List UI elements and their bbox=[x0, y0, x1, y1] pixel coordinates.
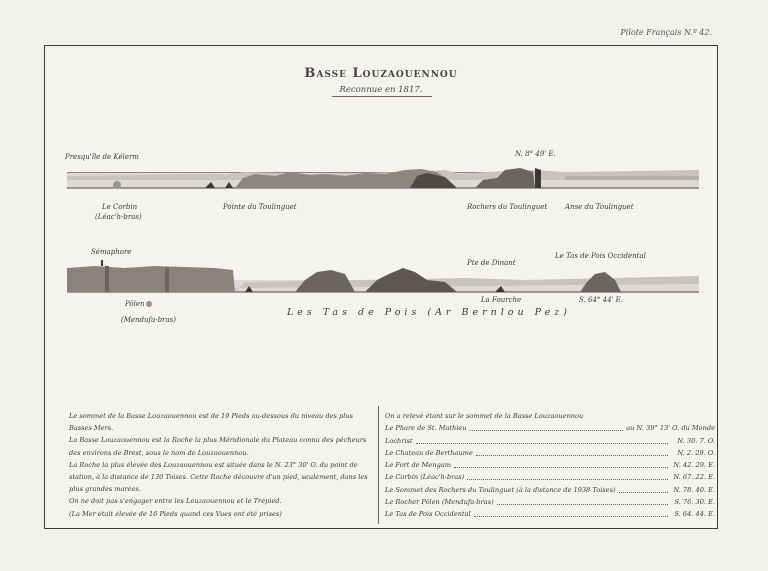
view1-label-corbin-breton: (Léac'h-bras) bbox=[95, 213, 142, 221]
leader-dots bbox=[474, 516, 668, 517]
bearing-value: N. 42. 29. E. bbox=[673, 461, 715, 470]
bearing-row bbox=[385, 508, 715, 520]
bearings-heading: On a relevé étant sur le sommet de la Basse Louzaouennou bbox=[385, 412, 584, 420]
view1-label-left: Presqu'île de Kélerm bbox=[65, 153, 139, 161]
bearing-value: S. 64. 44. E. bbox=[674, 510, 715, 519]
bearing-row bbox=[385, 496, 715, 508]
view2-label-polen: Pôlen bbox=[125, 300, 145, 308]
subtitle-rule bbox=[332, 96, 432, 97]
view1-bearing: N. 8° 49' E. bbox=[515, 150, 556, 158]
bearing-name: Le Fort de Mengam bbox=[385, 461, 451, 470]
bearing-name: Le Rocher Pôlen (Mendufa-bras) bbox=[385, 498, 494, 507]
bearing-row bbox=[385, 422, 715, 434]
view2-label-fourche: La Fourche bbox=[481, 296, 522, 304]
bearing-row bbox=[385, 459, 715, 471]
bearing-value: N. 2. 29. O. bbox=[677, 448, 715, 457]
plate-subtitle: Reconnue en 1817. bbox=[339, 85, 423, 95]
view2-label-tas-occidental: Le Tas de Pois Occidental bbox=[555, 252, 646, 260]
plate-title: Basse Louzaouennou bbox=[304, 66, 458, 81]
bearing-name: Le Sommet des Rochers du Toulinguet (à la distance de 1938 Toises) bbox=[385, 485, 616, 494]
bearing-row bbox=[385, 483, 715, 495]
bearing-value: N. 78. 40. E. bbox=[673, 485, 715, 494]
note-paragraph: La Roche la plus élevée des Louzaouennou est située dans le N. 23° 30' O. du point de station, à la distance de 130 Toises. Cette Roche découvre d'un pied, seulement, dans les plus grandes marées. bbox=[69, 460, 368, 494]
view1-label-corbin: Le Corbin bbox=[102, 203, 138, 211]
bearing-row bbox=[385, 471, 715, 483]
notes-block bbox=[69, 410, 369, 520]
view1-label-pointe: Pointe du Toulinguet bbox=[223, 203, 297, 211]
view2-label-semaphore: Sémaphore bbox=[91, 248, 132, 256]
bearing-name: Le Corbin (Léac'h-bras) bbox=[385, 473, 465, 482]
leader-dots bbox=[416, 443, 668, 444]
bearings-table bbox=[385, 410, 715, 520]
view2-label-dinant: Pte de Dinant bbox=[467, 259, 516, 267]
bearing-value: N. 30. 7. O. bbox=[677, 436, 715, 445]
note-paragraph: Le sommet de la Basse Louzaouennou est de 19 Pieds au-dessous du niveau des plus Basses Mers. bbox=[69, 412, 353, 433]
view2-bearing: S. 64° 44' E. bbox=[579, 296, 624, 304]
bearing-value: S. 76. 30. E. bbox=[674, 498, 715, 507]
bearing-value: N. 67. 22. E. bbox=[673, 473, 715, 482]
bearing-name: Le Phare de St. Mathieu bbox=[385, 424, 467, 433]
bearing-name: Le Tas de Pois Occidental bbox=[385, 510, 471, 519]
bearing-row bbox=[385, 434, 715, 446]
bearing-value: au N. 39° 13' O. du Monde bbox=[626, 424, 715, 433]
plate-number: Pilote Français N.º 42. bbox=[620, 28, 712, 37]
view1-label-anse: Anse du Toulinguet bbox=[565, 203, 634, 211]
coast-profile-1 bbox=[65, 158, 701, 203]
bearing-row bbox=[385, 447, 715, 459]
leader-dots bbox=[497, 504, 668, 505]
column-divider bbox=[378, 406, 379, 524]
view1-label-rochers: Rochers du Toulinguet bbox=[467, 203, 548, 211]
chart-plate bbox=[44, 45, 718, 529]
note-paragraph: On ne doit pas s'engager entre les Louzaouennou et le Trépied. bbox=[69, 497, 282, 506]
bearing-name: Le Chateau de Berthaume bbox=[385, 448, 473, 457]
leader-dots bbox=[470, 430, 624, 431]
view2-caption: Les Tas de Pois (Ar Bernlou Pez) bbox=[287, 307, 571, 318]
bearing-name: Lochrist bbox=[385, 436, 413, 445]
note-paragraph: La Basse Louzaouennou est la Roche la plus Méridionale du Plateau connu des pêcheurs des environs de Brest, sous le nom de Louzaouennou. bbox=[69, 436, 367, 457]
leader-dots bbox=[619, 492, 668, 493]
leader-dots bbox=[454, 467, 668, 468]
view2-label-polen-breton: (Mendufa-bras) bbox=[121, 316, 176, 324]
note-paragraph: (La Mer était élevée de 16 Pieds quand ces Vues ont été prises) bbox=[69, 509, 282, 518]
leader-dots bbox=[467, 479, 668, 480]
leader-dots bbox=[476, 455, 668, 456]
